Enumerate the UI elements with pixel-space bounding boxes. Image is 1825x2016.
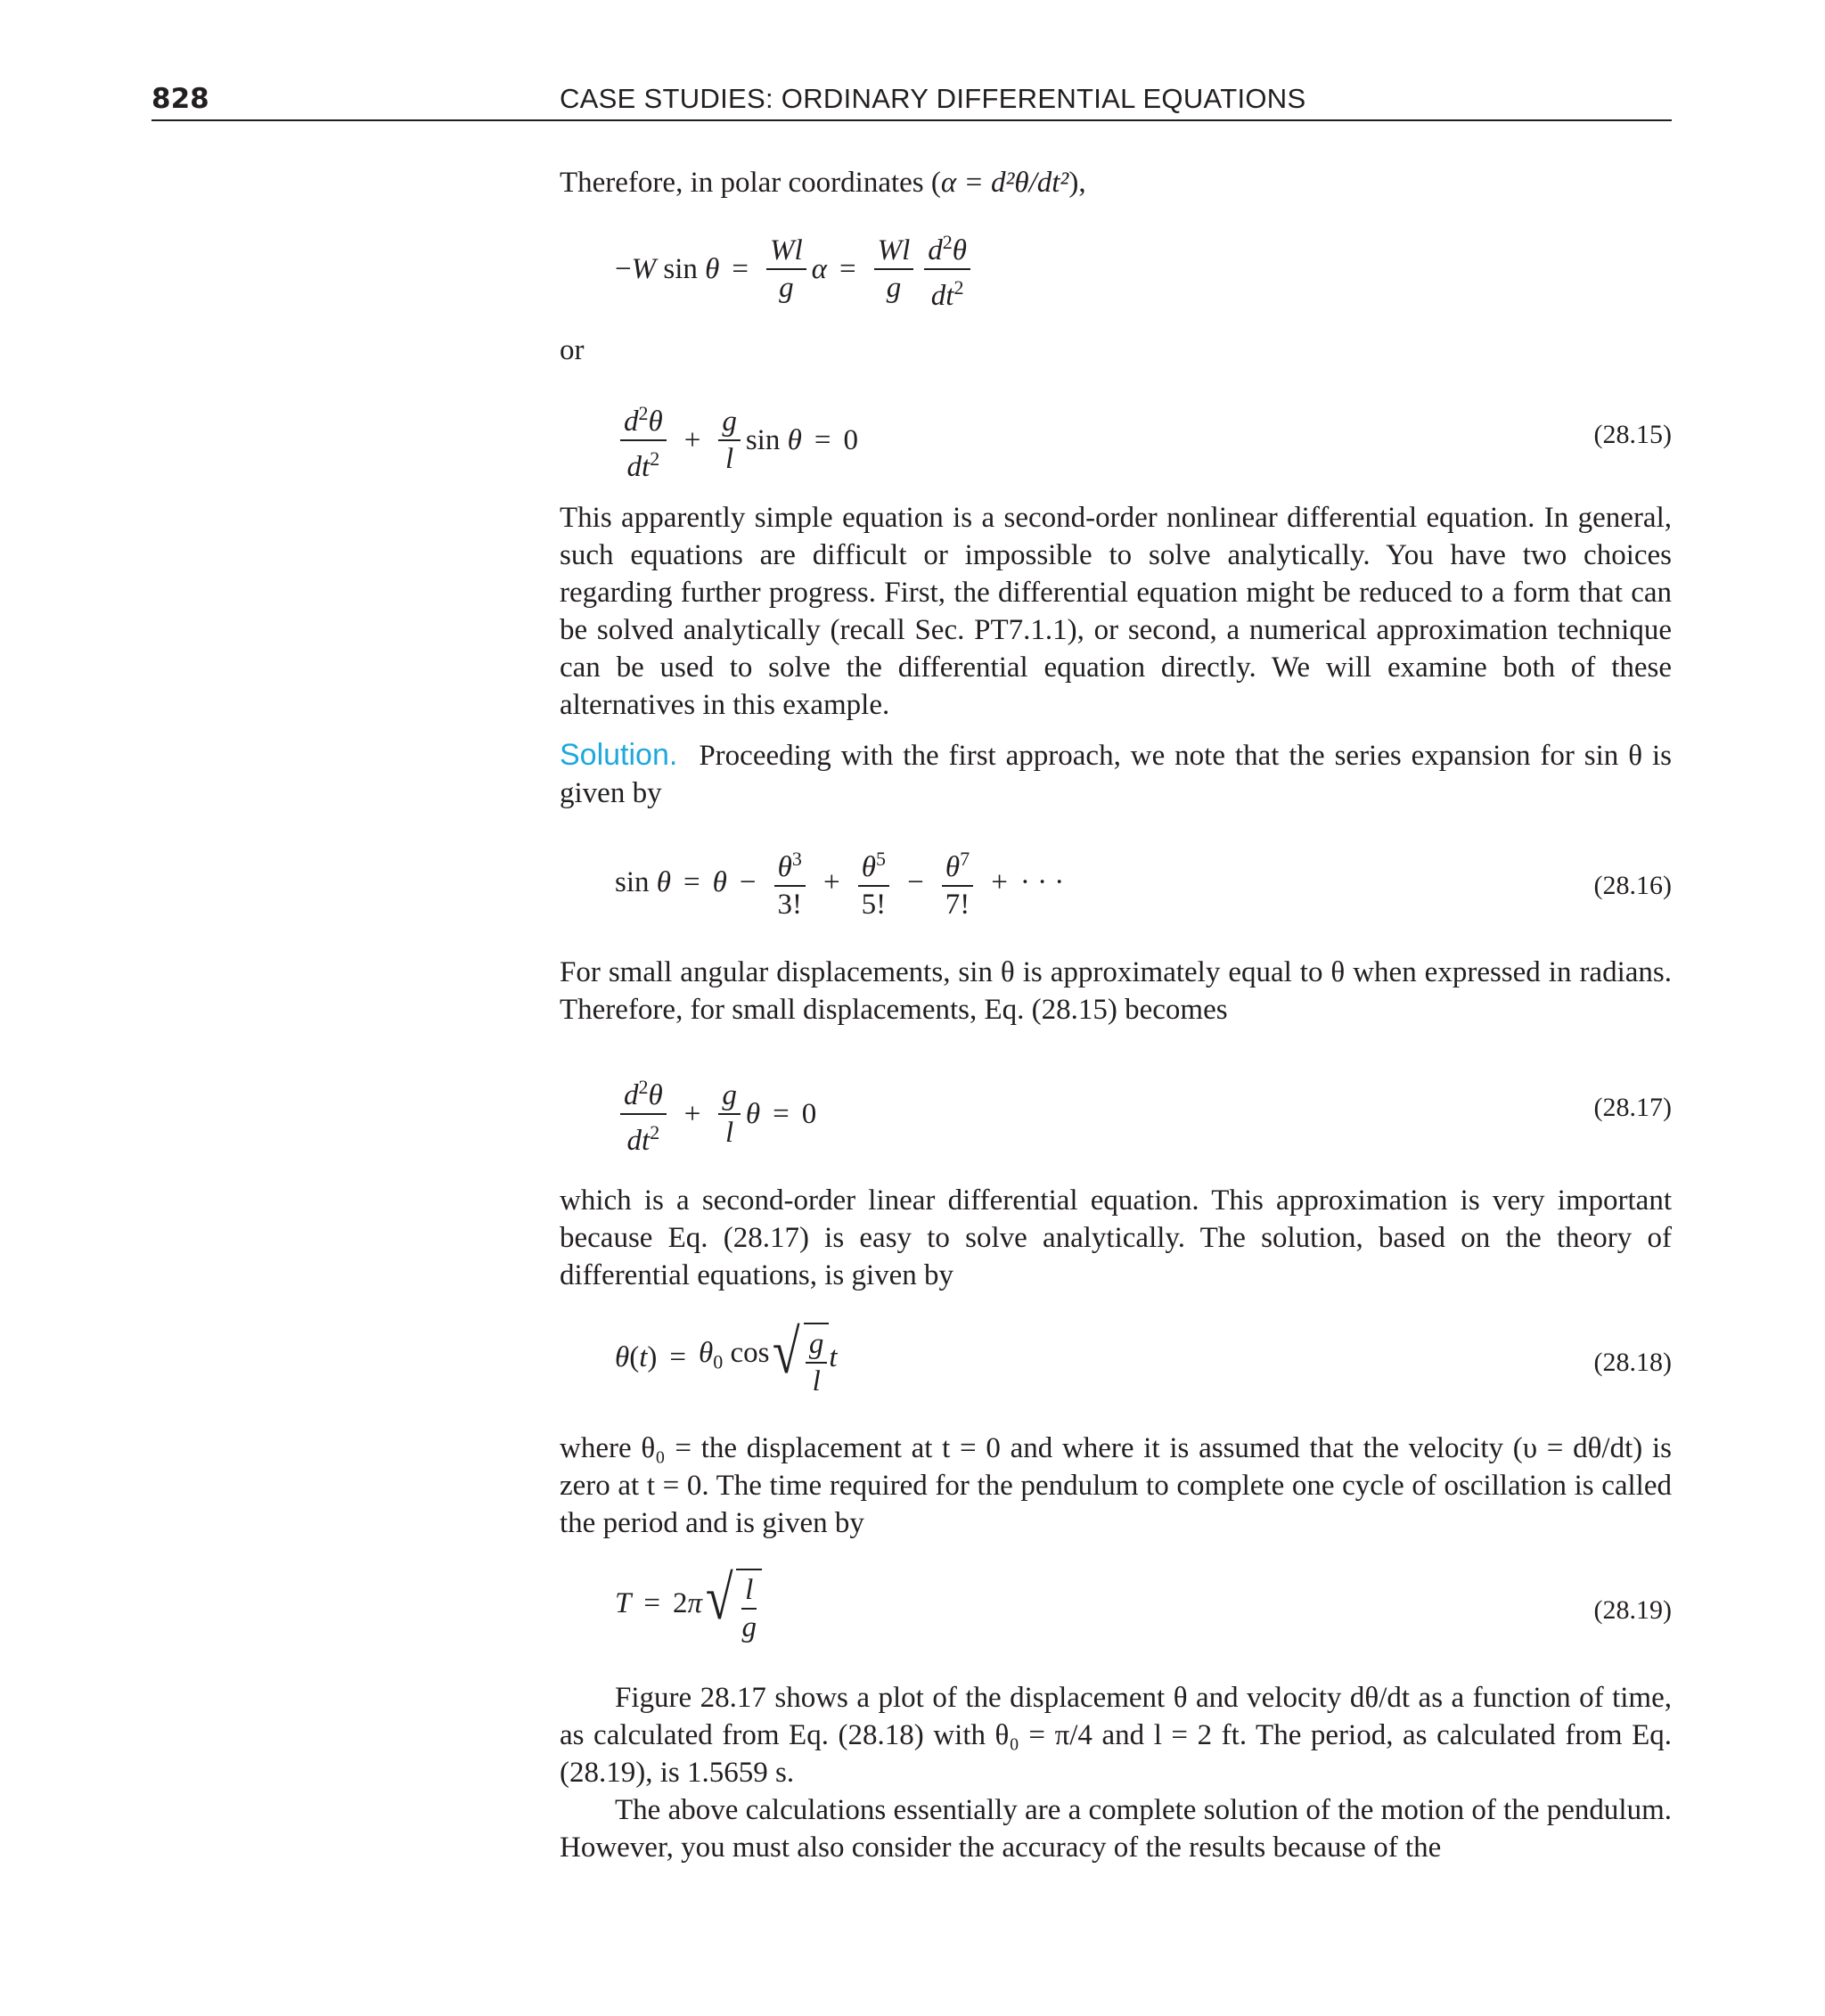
paragraph-accuracy: The above calculations essentially are a complete solution of the motion of the pendulum. However, you must also consider the accuracy of the results because of the <box>560 1794 1672 1864</box>
intro-line <box>560 164 1672 201</box>
or-text: or <box>560 334 585 366</box>
paragraph-linear: which is a second-order linear differential equation. This approximation is very important because Eq. (28.17) is easy to solve analytically. The solution, based on the theory of differential equations, is given by <box>560 1184 1672 1291</box>
equation-number-28-16: (28.16) <box>1593 871 1672 900</box>
paragraph-period-intro: where θ₀ = the displacement at t = 0 and where it is assumed that the velocity (υ = dθ/dt) is zero at t = 0. The time required for the pendulum to complete one cycle of oscillation is called the period and is given by <box>560 1432 1672 1539</box>
equation-number-28-15: (28.15) <box>1593 420 1672 449</box>
running-header <box>151 78 1672 121</box>
equation-28-19: T = 2π √ $\frac{l}{g}$ <box>615 1561 762 1645</box>
equation-28-15: $\frac{d^2\theta}{dt^2}$ + $\frac{g}{l}$ sin θ = 0 <box>615 396 858 485</box>
equation-number-28-18: (28.18) <box>1593 1348 1672 1377</box>
solution-heading: Solution. <box>560 738 678 772</box>
equation-28-16: sin θ = θ − $\frac{\theta^3}{3!}$ + $\frac{\theta^5}{5!}$ − $\frac{\theta^7}{7!}$ + · · · <box>615 841 1064 922</box>
paragraph-figure-reference: Figure 28.17 shows a plot of the displacement θ and velocity dθ/dt as a function of time, as calculated from Eq. (28.18) with θ₀ = π/4 and l = 2 ft. The period, as calculated from Eq. (28.19), is 1.5659 s. <box>560 1682 1672 1789</box>
equation-number-28-19: (28.19) <box>1593 1595 1672 1625</box>
paragraph-nonlinear: This apparently simple equation is a second-order nonlinear differential equation. In general, such equations are difficult or impossible to solve analytically. You have two choices regarding further progress. First, the differential equation might be reduced to a form that can be solved analytically (recall Sec. PT7.1.1), or second, a numerical approximation technique can be used to solve the differential equation directly. We will examine both of these alternatives in this example. <box>560 502 1672 721</box>
intro-close: ), <box>1068 167 1086 199</box>
equation-28-18: θ(t) = $\theta_0$ cos √ $\frac{g}{l}$ t <box>615 1318 838 1397</box>
running-title: CASE STUDIES: ORDINARY DIFFERENTIAL EQUATIONS <box>560 83 1306 114</box>
equation-28-17: $\frac{d^2\theta}{dt^2}$ + $\frac{g}{l}$ θ = 0 <box>615 1069 816 1159</box>
solution-text: Proceeding with the first approach, we note that the series expansion for sin θ is given by <box>560 740 1672 809</box>
alpha-definition: α = d²θ/dt² <box>940 167 1069 199</box>
paragraph-solution <box>560 736 1672 812</box>
equation-force-balance: −W sin θ = $\frac{Wl}{g}$ α = $\frac{Wl}{g}$ $\frac{d^2\theta}{dt^2}$ <box>615 225 976 314</box>
intro-text: Therefore, in polar coordinates ( <box>560 167 941 199</box>
page-number: 828 <box>151 83 209 115</box>
paragraph-small-angles: For small angular displacements, sin θ is approximately equal to θ when expressed in radians. Therefore, for small displacements, Eq. (28.15) becomes <box>560 956 1672 1026</box>
equation-number-28-17: (28.17) <box>1593 1093 1672 1122</box>
